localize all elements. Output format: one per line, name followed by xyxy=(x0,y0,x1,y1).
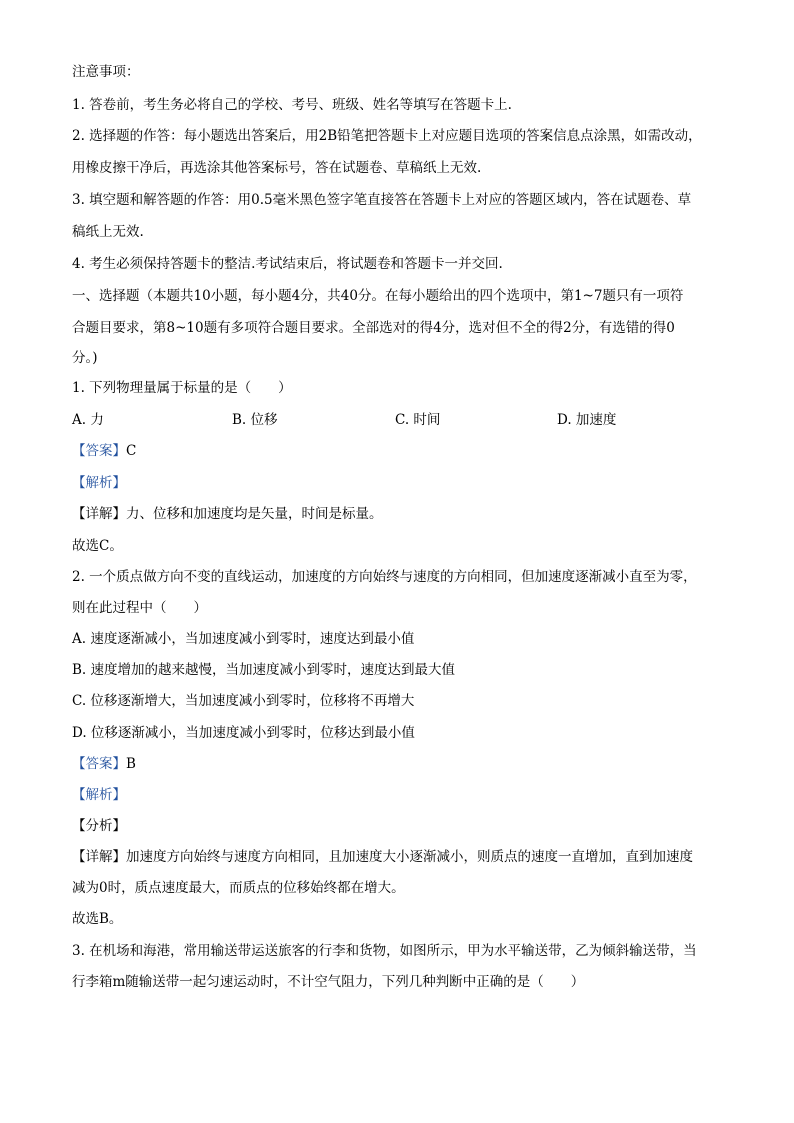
q2-option-b: B. 速度增加的越来越慢，当加速度减小到零时，速度达到最大值 xyxy=(72,662,456,678)
q1-detail-line xyxy=(72,504,383,524)
q1-answer-line xyxy=(72,441,136,461)
q1-option-d: D. 加速度 xyxy=(557,412,617,428)
q2-stem-line-1: 2. 一个质点做方向不变的直线运动，加速度的方向始终与速度的方向相同，但加速度逐渐减小直至为零， xyxy=(72,569,697,585)
section-heading-line-1: 一、选择题（本题共10小题，每小题4分，共40分。在每小题给出的四个选项中，第1~7题只有一项符 xyxy=(72,288,684,304)
q1-analysis-line xyxy=(72,473,126,493)
fenxi-tag: 【分析】 xyxy=(72,818,126,834)
q2-detail-1: 加速度方向始终与速度方向相同，且加速度大小逐渐减小，则质点的速度一直增加，直到加速度 xyxy=(126,849,693,865)
q1-option-a: A. 力 xyxy=(72,412,104,428)
q2-detail-line-2: 减为0时，质点速度最大，而质点的位移始终都在增大。 xyxy=(72,880,405,896)
q1-options xyxy=(72,410,732,430)
q2-answer-line xyxy=(72,754,136,774)
notice-item-3: 3. 填空题和解答题的作答：用0.5毫米黑色签字笔直接答在答题卡上对应的答题区域内，答在试题卷、草 xyxy=(72,192,692,208)
q1-option-c: C. 时间 xyxy=(395,412,441,428)
detail-tag: 【详解】 xyxy=(72,506,126,522)
q1-conclusion: 故选C。 xyxy=(72,538,123,554)
detail-tag: 【详解】 xyxy=(72,849,126,865)
notice-item-2-cont: 用橡皮擦干净后，再选涂其他答案标号，答在试题卷、草稿纸上无效. xyxy=(72,160,482,176)
q2-answer: B xyxy=(126,756,136,772)
q1-stem: 1. 下列物理量属于标量的是（ ） xyxy=(72,380,292,396)
notice-item-2: 2. 选择题的作答：每小题选出答案后，用2B铅笔把答题卡上对应题目选项的答案信息点涂黑，如需改动， xyxy=(72,128,702,144)
notice-item-3-cont: 稿纸上无效. xyxy=(72,224,144,240)
notice-item-1: 1. 答卷前，考生务必将自己的学校、考号、班级、姓名等填写在答题卡上. xyxy=(72,97,512,113)
q1-detail: 力、位移和加速度均是矢量，时间是标量。 xyxy=(126,506,383,522)
section-heading-line-3: 分。) xyxy=(72,350,98,366)
q2-analysis-line xyxy=(72,785,126,805)
analysis-tag: 【解析】 xyxy=(72,475,126,491)
q2-option-d: D. 位移逐渐减小，当加速度减小到零时，位移达到最小值 xyxy=(72,725,415,741)
q3-stem-line-1: 3. 在机场和海港，常用输送带运送旅客的行李和货物，如图所示，甲为水平输送带，乙为倾斜输送带，当 xyxy=(72,943,697,959)
q2-option-c: C. 位移逐渐增大，当加速度减小到零时，位移将不再增大 xyxy=(72,693,415,709)
analysis-tag: 【解析】 xyxy=(72,787,126,803)
q2-stem-line-2: 则在此过程中（ ） xyxy=(72,600,207,616)
notice-item-4: 4. 考生必须保持答题卡的整洁.考试结束后，将试题卷和答题卡一并交回. xyxy=(72,256,503,272)
notice-heading: 注意事项： xyxy=(72,64,140,80)
section-heading-line-2: 合题目要求，第8~10题有多项符合题目要求。全部选对的得4分，选对但不全的得2分，有选错的得0 xyxy=(72,320,675,336)
answer-tag: 【答案】 xyxy=(72,443,126,459)
q3-stem-line-2: 行李箱m随输送带一起匀速运动时，不计空气阻力，下列几种判断中正确的是（ ） xyxy=(72,974,585,990)
q2-fenxi-line xyxy=(72,816,126,836)
q2-detail-line-1 xyxy=(72,847,693,867)
q1-option-b: B. 位移 xyxy=(232,412,278,428)
q1-answer: C xyxy=(126,443,137,459)
q2-option-a: A. 速度逐渐减小，当加速度减小到零时，速度达到最小值 xyxy=(72,631,415,647)
q2-conclusion: 故选B。 xyxy=(72,911,123,927)
answer-tag: 【答案】 xyxy=(72,756,126,772)
